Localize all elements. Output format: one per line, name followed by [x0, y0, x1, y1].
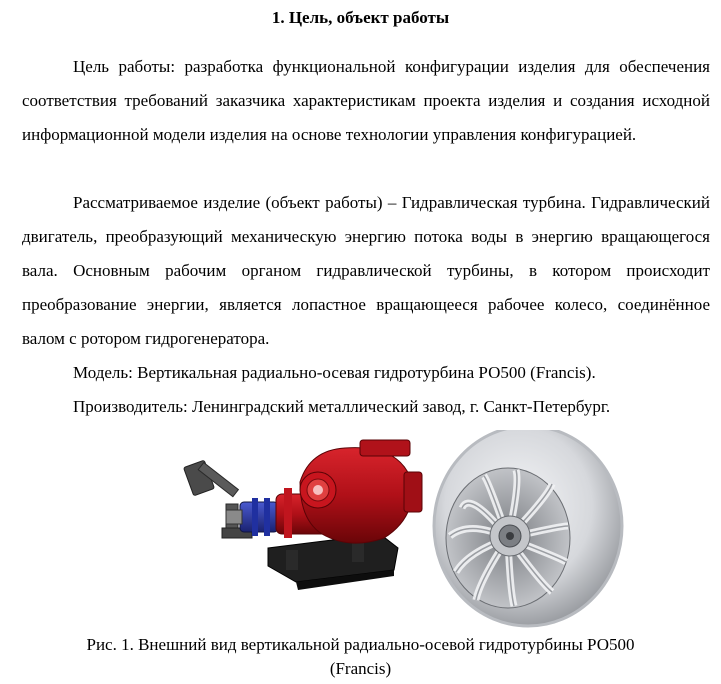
turbine-assembly-image	[0, 430, 721, 630]
figure-caption-line2: (Francis)	[329, 659, 392, 678]
paragraph-model-text: Модель: Вертикальная радиально-осевая гидротурбина РО500 (Francis).	[73, 363, 596, 382]
figure-caption-line1: Рис. 1. Внешний вид вертикальной радиально-осевой гидротурбины РО500	[86, 635, 635, 654]
paragraph-goal	[22, 50, 710, 152]
figure	[0, 430, 721, 630]
figure-caption	[0, 633, 721, 681]
turbine-spiral-casing	[300, 440, 422, 543]
paragraph-manufacturer-text: Производитель: Ленинградский металлический завод, г. Санкт-Петербург.	[73, 397, 611, 416]
paragraph-manufacturer	[22, 390, 710, 424]
section-heading: 1. Цель, объект работы	[271, 8, 450, 27]
paragraph-model	[22, 356, 710, 390]
runner-wheel-image	[434, 430, 622, 626]
turbine-base	[268, 534, 398, 590]
paragraph-object-text: Рассматриваемое изделие (объект работы) – Гидравлическая турбина. Гидравлический двигатель, преобразующий механическую энергию потока воды в энергию вращающегося вала. Основным рабочим органом гидравлической турбины, в котором происходит преобразование энергии, является лопастное вращающееся рабочее колесо, соединённое валом с ротором гидрогенератора.	[22, 193, 710, 348]
paragraph-goal-text: Цель работы: разработка функциональной конфигурации изделия для обеспечения соответствия требований заказчика характеристикам проекта изделия и создания исходной информационной модели изделия на основе технологии управления конфигурацией.	[22, 57, 710, 144]
paragraph-object	[22, 186, 710, 356]
